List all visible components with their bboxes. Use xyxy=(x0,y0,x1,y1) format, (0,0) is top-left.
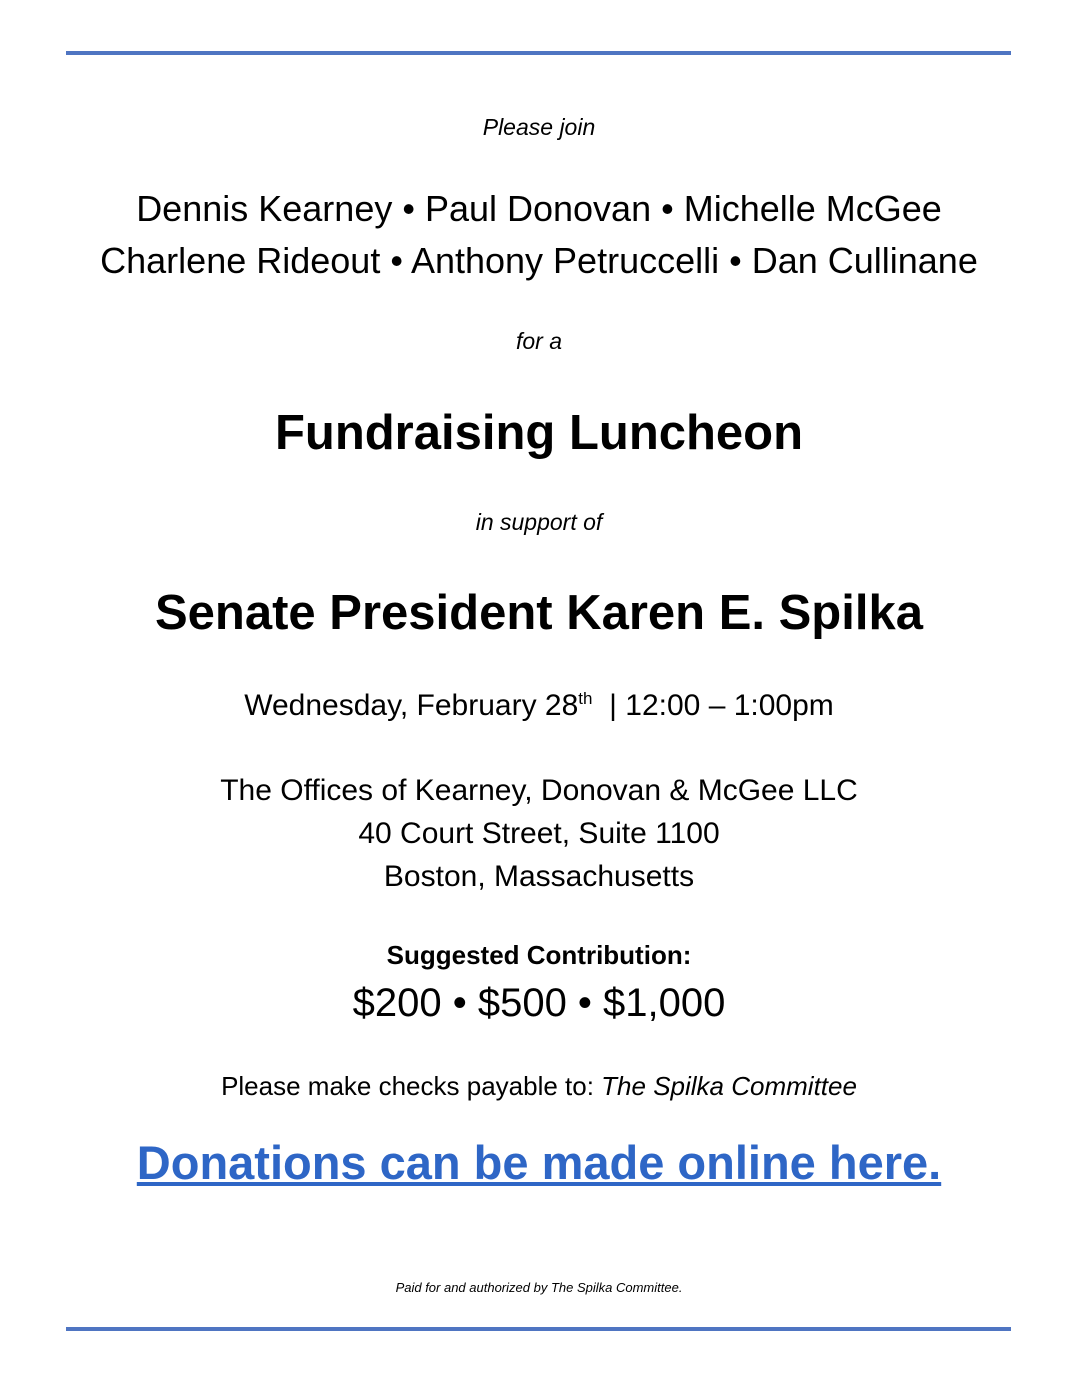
intro-text: Please join xyxy=(482,114,596,140)
top-divider xyxy=(66,51,1011,55)
event-date-suffix: th xyxy=(578,689,593,708)
address-line-1: 40 Court Street, Suite 1100 xyxy=(358,817,720,850)
hosts-line-2: Charlene Rideout • Anthony Petruccelli • Dan Cullinane xyxy=(100,240,978,281)
hosts-line-1: Dennis Kearney • Paul Donovan • Michelle McGee xyxy=(136,188,942,229)
in-support-of-text: in support of xyxy=(475,509,603,535)
contribution-amounts: $200 • $500 • $1,000 xyxy=(352,981,726,1025)
checks-line xyxy=(0,1071,1078,1102)
checks-prefix: Please make checks payable to: xyxy=(221,1071,602,1101)
bottom-divider xyxy=(66,1327,1011,1331)
donate-link-container xyxy=(0,1135,1078,1190)
event-date: Wednesday, February 28 xyxy=(244,689,579,722)
for-a-text: for a xyxy=(515,328,563,354)
event-title: Fundraising Luncheon xyxy=(274,406,804,460)
date-time-line xyxy=(0,689,1078,723)
donate-online-link[interactable]: Donations can be made online here. xyxy=(136,1136,942,1189)
disclaimer-text: Paid for and authorized by The Spilka Committee. xyxy=(395,1280,683,1295)
address-line-2: Boston, Massachusetts xyxy=(383,860,695,893)
contribution-label: Suggested Contribution: xyxy=(386,940,692,970)
venue-name: The Offices of Kearney, Donovan & McGee LLC xyxy=(220,774,858,807)
honoree-name: Senate President Karen E. Spilka xyxy=(155,586,923,640)
event-time: | 12:00 – 1:00pm xyxy=(609,689,834,722)
checks-payee: The Spilka Committee xyxy=(601,1071,857,1101)
